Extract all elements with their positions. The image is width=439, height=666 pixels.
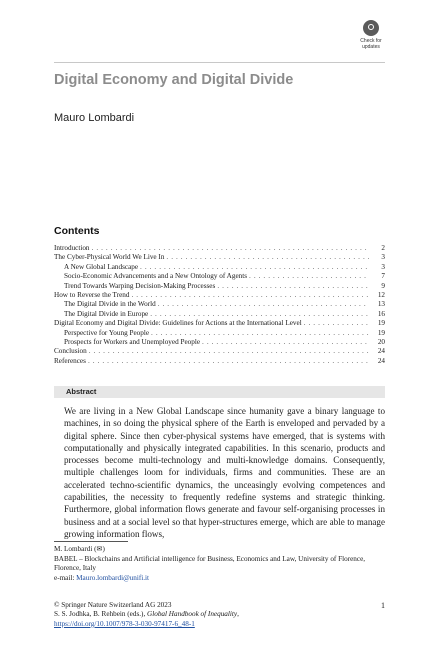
- abstract-bar: [54, 386, 385, 398]
- toc-leader-dots: [89, 347, 369, 356]
- footnote-rule: [54, 541, 128, 542]
- toc-entry[interactable]: [54, 291, 385, 300]
- toc-entry-title: The Cyber-Physical World We Live In: [54, 253, 165, 262]
- toc-leader-dots: [158, 300, 369, 309]
- toc-entry[interactable]: [54, 244, 385, 253]
- toc-entry-title: Introduction: [54, 244, 90, 252]
- toc-leader-dots: [150, 310, 369, 319]
- toc-leader-dots: [92, 244, 369, 253]
- toc-entry-page: 9: [381, 281, 385, 290]
- toc-entry[interactable]: [54, 347, 385, 356]
- toc-entry-page: 24: [377, 356, 385, 365]
- toc-entry[interactable]: [54, 338, 385, 347]
- toc-leader-dots: [249, 272, 369, 281]
- abstract-text: We are living in a New Global Landscape since humanity gave a binary language to machines, in so doing the physical sphere of the Earth is enveloped and pervaded by a digital sphere. Since then cyber-physical systems have emerged, that is systems with computationally and physically integrated capabilities. In this scenario, products and processes become multi-technology and multi-knowledge domains. Consequently, multiple challenges loom for individuals, firms and communities. These are an accelerated techno-scientific dynamics, the unceasingly evolving competences and capabilities, the necessity to frequently redefine systems and strategic thinking. Furthermore, global information flows generate and favour self-organising processes in business and at a social level so that hyper-structures emerge, which are able to manage growing information flows,: [64, 406, 385, 539]
- top-rule: [54, 62, 385, 63]
- toc-entry-page: 19: [377, 328, 385, 337]
- toc-entry-title: A New Global Landscape: [64, 262, 139, 271]
- badge-text: Check for updates: [360, 38, 382, 50]
- toc-entry-title: References: [54, 356, 86, 365]
- page-number: 1: [381, 601, 385, 610]
- toc-entry-page: 16: [377, 309, 385, 318]
- email-label: e-mail:: [54, 573, 75, 582]
- handbook-title: Global Handbook of Inequality: [147, 610, 238, 619]
- toc-entry-page: 3: [381, 262, 385, 271]
- check-for-updates-badge[interactable]: [354, 20, 388, 56]
- footnote-affiliation: BABEL – Blockchains and Artificial intelligence for Business, Economics and Law, University of Florence, Florence, Italy: [54, 554, 366, 573]
- toc-entry-page: 19: [377, 319, 385, 328]
- toc-entry-title: The Digital Divide in the World: [64, 300, 156, 309]
- author-footnote: [54, 545, 385, 583]
- toc-entry-title: Digital Economy and Digital Divide: Guidelines for Actions at the International Level: [54, 319, 302, 328]
- toc-entry-page: 7: [381, 272, 385, 281]
- toc-leader-dots: [217, 282, 369, 291]
- email-link[interactable]: Mauro.lombardi@unifi.it: [76, 573, 150, 582]
- doi-link[interactable]: https://doi.org/10.1007/978-3-030-97417-6_48-1: [54, 619, 195, 628]
- toc-entry[interactable]: [54, 263, 385, 272]
- toc-entry-title: The Digital Divide in Europe: [64, 309, 149, 318]
- footnote-email-line: [54, 574, 385, 584]
- toc-entry-title: Conclusion: [54, 347, 87, 356]
- contents-heading: Contents: [54, 225, 100, 237]
- toc-entry[interactable]: [54, 319, 385, 328]
- toc-entry-page: 24: [377, 347, 385, 356]
- toc-leader-dots: [140, 263, 369, 272]
- check-updates-icon: [363, 20, 379, 36]
- copyright: © Springer Nature Switzerland AG 2023: [54, 601, 172, 609]
- table-of-contents: [54, 244, 385, 366]
- toc-leader-dots: [151, 329, 369, 338]
- footer-top-row: [54, 601, 385, 610]
- toc-entry[interactable]: [54, 282, 385, 291]
- toc-entry-page: 3: [381, 253, 385, 262]
- toc-entry-page: 2: [381, 244, 385, 252]
- toc-entry[interactable]: [54, 300, 385, 309]
- toc-leader-dots: [131, 291, 369, 300]
- page-footer: [54, 601, 385, 629]
- toc-entry-title: Perspective for Young People: [64, 328, 150, 337]
- citation: S. S. Jodhka, B. Rehbein (eds.), Global Handbook of Inequality,: [54, 610, 239, 619]
- footnote-author: M. Lombardi (✉): [54, 545, 105, 553]
- toc-entry[interactable]: [54, 253, 385, 262]
- toc-entry[interactable]: [54, 329, 385, 338]
- toc-entry-title: Socio-Economic Advancements and a New Ontology of Agents: [64, 272, 248, 281]
- toc-entry-title: Prospects for Workers and Unemployed People: [64, 337, 201, 346]
- author-name: Mauro Lombardi: [54, 112, 135, 124]
- toc-leader-dots: [304, 319, 369, 328]
- toc-entry-page: 13: [377, 300, 385, 309]
- toc-leader-dots: [166, 253, 369, 262]
- abstract-label: Abstract: [66, 387, 97, 396]
- chapter-title: Digital Economy and Digital Divide: [54, 72, 294, 88]
- toc-entry[interactable]: [54, 310, 385, 319]
- toc-entry[interactable]: [54, 272, 385, 281]
- toc-entry[interactable]: [54, 357, 385, 366]
- toc-leader-dots: [202, 338, 369, 347]
- toc-entry-title: How to Reverse the Trend: [54, 290, 130, 299]
- toc-leader-dots: [88, 357, 369, 366]
- toc-entry-title: Trend Towards Warping Decision-Making Processes: [64, 281, 216, 290]
- toc-entry-page: 20: [377, 337, 385, 346]
- toc-entry-page: 12: [377, 290, 385, 299]
